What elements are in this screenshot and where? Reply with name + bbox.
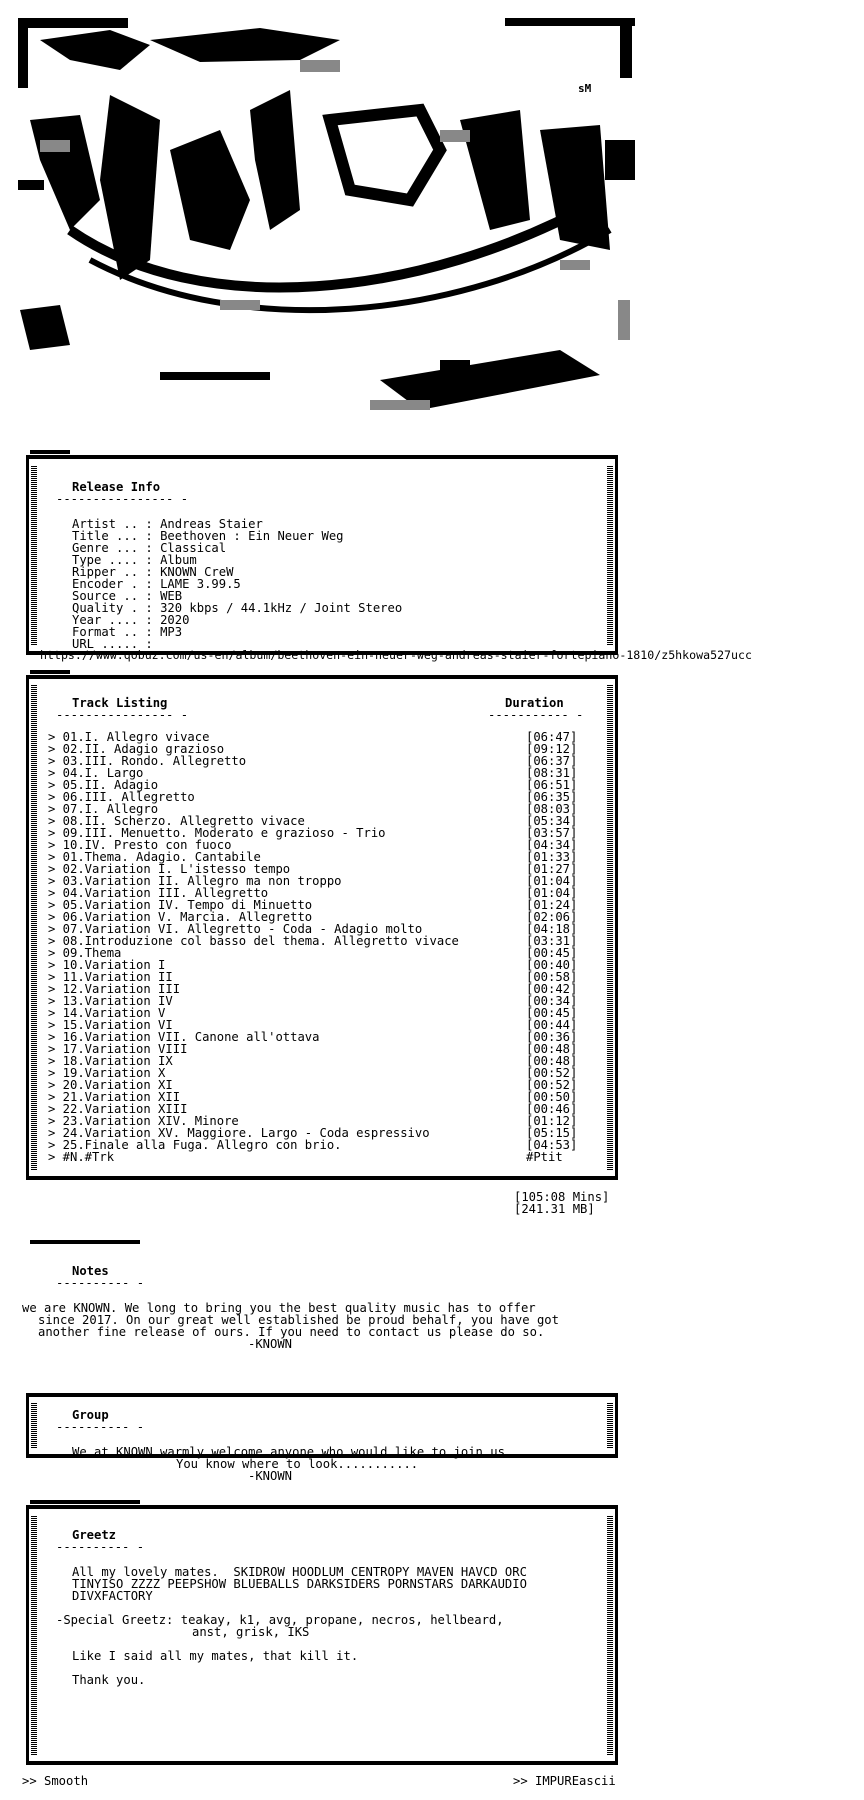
total-size: [241.31 MB] [514,1202,595,1216]
release-field-value: 320 kbps / 44.1kHz / Joint Stereo [160,601,403,615]
track-name: > 02.II. Adagio grazioso [48,742,225,756]
track-name: > 07.Variation VI. Allegretto - Coda - Adagio molto [48,922,423,936]
track-duration: [00:44] [526,1018,578,1032]
track-duration: [03:57] [526,826,578,840]
track-name: > 04.Variation III. Allegretto [48,886,269,900]
track-duration: [00:58] [526,970,578,984]
release-field-value: MP3 [160,625,183,639]
track-name: > 06.Variation V. Marcia. Allegretto [48,910,313,924]
track-name: > 09.III. Menuetto. Moderato e grazioso - Trio [48,826,386,840]
notes-rule: ---------- - [56,1276,145,1290]
release-field-label: URL ..... : [72,637,153,651]
track-name: > 08.Introduzione col basso del thema. Allegretto vivace [48,934,459,948]
release-field-value: WEB [160,589,183,603]
notes-top-cap [30,1240,140,1244]
release-info-rule: ---------------- - [56,492,189,506]
release-field-label: Genre ... : [72,541,153,555]
release-field-value: LAME 3.99.5 [160,577,241,591]
greetz-special-2: anst, grisk, IKS [192,1625,310,1639]
track-name: > 07.I. Allegro [48,802,159,816]
release-field-value: Andreas Staier [160,517,263,531]
release-top-cap [30,450,70,454]
track-duration: [03:31] [526,934,578,948]
track-name: > 18.Variation IX [48,1054,173,1068]
track-name: > 04.I. Largo [48,766,144,780]
track-duration: [06:51] [526,778,578,792]
track-name: > #N.#Trk [48,1150,115,1164]
release-field-label: Format .. : [72,625,153,639]
track-duration: [00:40] [526,958,578,972]
track-name: > 20.Variation XI [48,1078,173,1092]
track-duration: [00:48] [526,1042,578,1056]
track-name: > 06.III. Allegretto [48,790,195,804]
tracks-top-cap [30,670,70,674]
duration-title: Duration [505,696,564,710]
release-field-label: Encoder . : [72,577,153,591]
track-name: > 23.Variation XIV. Minore [48,1114,239,1128]
release-field-value: Classical [160,541,227,555]
notes-line-2: since 2017. On our great well established be proud behalf, you have got [38,1313,559,1327]
ascii-logo [0,0,864,440]
track-row [48,1139,588,1151]
release-field-label: Quality . : [72,601,153,615]
notes-line-1: we are KNOWN. We long to bring you the best quality music has to offer [22,1301,536,1315]
release-field-label: Title ... : [72,529,153,543]
track-name: > 05.II. Adagio [48,778,159,792]
track-name: > 10.IV. Presto con fuoco [48,838,232,852]
track-duration: [01:04] [526,886,578,900]
footer-left: >> Smooth [22,1774,89,1788]
greetz-line-4: Like I said all my mates, that kill it. [72,1649,359,1663]
track-listing-rule: ---------------- - [56,708,189,722]
duration-rule: ----------- - [488,708,584,722]
track-duration: [00:50] [526,1090,578,1104]
track-name: > 02.Variation I. L'istesso tempo [48,862,291,876]
greetz-line-3: DIVXFACTORY [72,1589,153,1603]
track-duration: [04:53] [526,1138,578,1152]
group-title: Group [72,1408,109,1422]
release-field-value: 2020 [160,613,190,627]
track-duration: [01:33] [526,850,578,864]
track-duration: #Ptit [526,1150,563,1164]
track-duration: [05:34] [526,814,578,828]
group-line-2: You know where to look........... [176,1457,419,1471]
track-name: > 08.II. Scherzo. Allegretto vivace [48,814,305,828]
track-duration: [00:42] [526,982,578,996]
track-duration: [02:06] [526,910,578,924]
track-name: > 16.Variation VII. Canone all'ottava [48,1030,320,1044]
notes-title: Notes [72,1264,109,1278]
greetz-line-2: TINYISO ZZZZ PEEPSHOW BLUEBALLS DARKSIDERS PORNSTARS DARKAUDIO [72,1577,527,1591]
track-duration: [01:04] [526,874,578,888]
notes-line-3: another fine release of ours. If you need to contact us please do so. [38,1325,545,1339]
track-duration: [00:34] [526,994,578,1008]
track-duration: [00:46] [526,1102,578,1116]
track-name: > 13.Variation IV [48,994,173,1008]
track-duration: [08:31] [526,766,578,780]
greetz-top-cap [30,1500,140,1504]
track-duration: [00:45] [526,1006,578,1020]
track-row [48,1151,588,1163]
track-name: > 11.Variation II [48,970,173,984]
greetz-title: Greetz [72,1528,117,1542]
track-duration: [09:12] [526,742,578,756]
track-name: > 03.III. Rondo. Allegretto [48,754,247,768]
track-duration: [01:24] [526,898,578,912]
group-line-1: We at KNOWN warmly welcome anyone who would like to join us. [72,1445,513,1459]
track-duration: [01:27] [526,862,578,876]
track-duration: [00:36] [526,1030,578,1044]
track-name: > 22.Variation XIII [48,1102,188,1116]
release-field-label: Type .... : [72,553,153,567]
track-name: > 10.Variation I [48,958,166,972]
track-name: > 21.Variation XII [48,1090,181,1104]
track-name: > 15.Variation VI [48,1018,173,1032]
track-duration: [00:52] [526,1078,578,1092]
track-duration: [04:34] [526,838,578,852]
track-duration: [00:48] [526,1054,578,1068]
track-duration: [06:35] [526,790,578,804]
track-name: > 05.Variation IV. Tempo di Minuetto [48,898,313,912]
track-row [48,935,588,947]
track-name: > 09.Thema [48,946,122,960]
group-signature: -KNOWN [248,1469,293,1483]
release-field-label: Ripper .. : [72,565,153,579]
track-name: > 03.Variation II. Allegro ma non troppo [48,874,342,888]
track-name: > 19.Variation X [48,1066,166,1080]
track-duration: [01:12] [526,1114,578,1128]
track-name: > 14.Variation V [48,1006,166,1020]
track-duration: [05:15] [526,1126,578,1140]
track-duration: [06:37] [526,754,578,768]
greetz-rule: ---------- - [56,1540,145,1554]
track-name: > 01.I. Allegro vivace [48,730,210,744]
track-listing-title: Track Listing [72,696,168,710]
track-duration: [00:52] [526,1066,578,1080]
logo-tag: sM [578,82,592,95]
track-name: > 12.Variation III [48,982,181,996]
group-rule: ---------- - [56,1420,145,1434]
track-duration: [06:47] [526,730,578,744]
release-field-value: Beethoven : Ein Neuer Weg [160,529,344,543]
greetz-line-1: All my lovely mates. SKIDROW HOODLUM CENTROPY MAVEN HAVCD ORC [72,1565,527,1579]
track-duration: [00:45] [526,946,578,960]
track-list [48,731,588,1163]
release-field-label: Source .. : [72,589,153,603]
release-field-value: Album [160,553,197,567]
track-name: > 17.Variation VIII [48,1042,188,1056]
track-duration: [04:18] [526,922,578,936]
track-duration: [08:03] [526,802,578,816]
release-info-title: Release Info [72,480,161,494]
release-field-label: Year .... : [72,613,153,627]
greetz-special-1: -Special Greetz: teakay, k1, avg, propane, necros, hellbeard, [56,1613,504,1627]
track-name: > 24.Variation XV. Maggiore. Largo - Coda espressivo [48,1126,430,1140]
footer-right: >> IMPUREascii [513,1774,616,1788]
greetz-line-5: Thank you. [72,1673,146,1687]
release-field-label: Artist .. : [72,517,153,531]
release-field-value: KNOWN CreW [160,565,234,579]
notes-signature: -KNOWN [248,1337,293,1351]
release-url[interactable]: https://www.qobuz.com/us-en/album/beethoven-ein-neuer-weg-andreas-staier-fortepiano-1810/z5hkowa527ucc [40,648,752,662]
track-name: > 01.Thema. Adagio. Cantabile [48,850,261,864]
total-time: [105:08 Mins] [514,1190,610,1204]
track-name: > 25.Finale alla Fuga. Allegro con brio. [48,1138,342,1152]
release-fields [72,518,402,650]
